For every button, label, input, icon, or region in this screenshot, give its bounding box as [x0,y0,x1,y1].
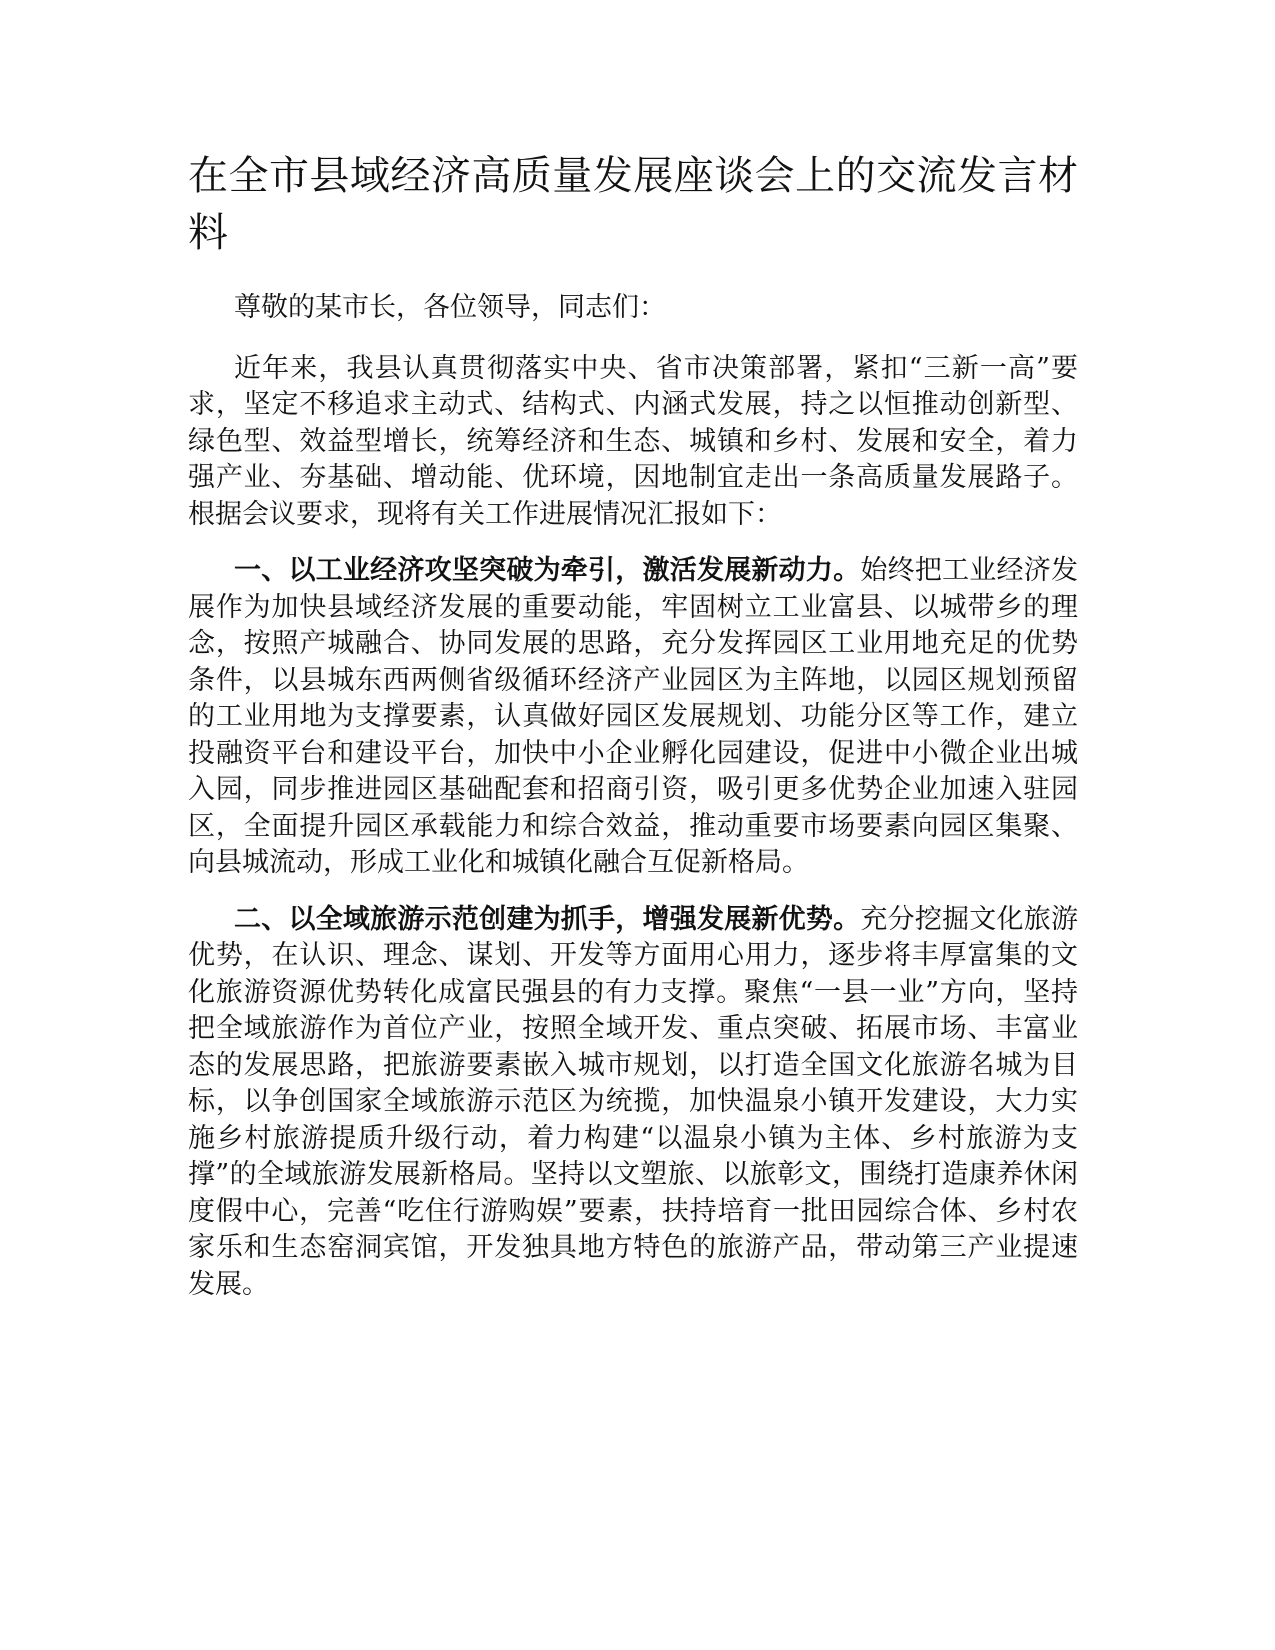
section-paragraph-1 [188,553,1078,882]
section-paragraph-2 [188,902,1078,1304]
intro-paragraph: 近年来，我县认真贯彻落实中央、省市决策部署，紧扣“三新一高”要求，坚定不移追求主动式、结构式、内涵式发展，持之以恒推动创新型、绿色型、效益型增长，统筹经济和生态、城镇和乡村、发展和安全，着力强产业、夯基础、增动能、优环境，因地制宜走出一条高质量发展路子。根据会议要求，现将有关工作进展情况汇报如下： [188,352,1078,530]
section-heading-2: 二、以全域旅游示范创建为抓手，增强发展新优势。 [234,903,861,935]
section-body-1: 始终把工业经济发展作为加快县域经济发展的重要动能，牢固树立工业富县、以城带乡的理念，按照产城融合、协同发展的思路，充分发挥园区工业用地充足的优势条件，以县城东西两侧省级循环经济产业园区为主阵地，以园区规划预留的工业用地为支撑要素，认真做好园区发展规划、功能分区等工作，建立投融资平台和建设平台，加快中小企业孵化园建设，促进中小微企业出城入园，同步推进园区基础配套和招商引资，吸引更多优势企业加速入驻园区，全面提升园区承载能力和综合效益，推动重要市场要素向园区集聚、向县城流动，形成工业化和城镇化融合互促新格局。 [188,555,1079,878]
salutation: 尊敬的某市长，各位领导，同志们： [234,292,666,323]
section-body-2: 充分挖掘文化旅游优势，在认识、理念、谋划、开发等方面用心用力，逐步将丰厚富集的文化旅游资源优势转化成富民强县的有力支撑。聚焦“一县一业”方向，坚持把全域旅游作为首位产业，按照全域开发、重点突破、拓展市场、丰富业态的发展思路，把旅游要素嵌入城市规划，以打造全国文化旅游名城为目标，以争创国家全域旅游示范区为统揽，加快温泉小镇开发建设，大力实施乡村旅游提质升级行动，着力构建“以温泉小镇为主体、乡村旅游为支撑”的全域旅游发展新格局。坚持以文塑旅、以旅彰文，围绕打造康养休闲度假中心，完善“吃住行游购娱”要素，扶持培育一批田园综合体、乡村农家乐和生态窑洞宾馆，开发独具地方特色的旅游产品，带动第三产业提速发展。 [188,903,1079,1300]
section-heading-1: 一、以工业经济攻坚突破为牵引，激活发展新动力。 [234,555,861,586]
document-body [188,148,1078,1323]
document-title: 在全市县域经济高质量发展座谈会上的交流发言材料 [188,153,1078,256]
